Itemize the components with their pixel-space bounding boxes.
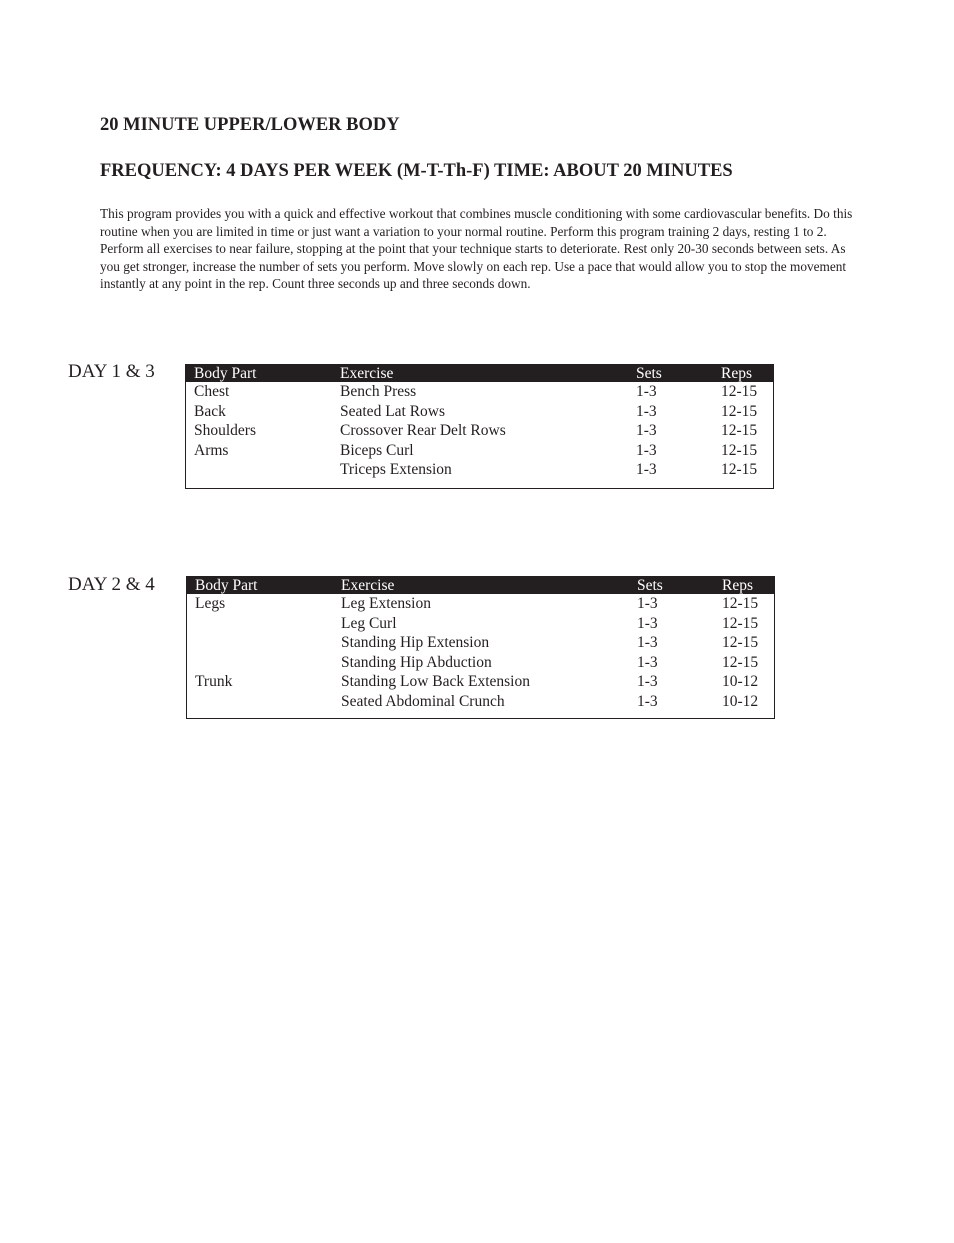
frequency-heading: FREQUENCY: 4 DAYS PER WEEK (M-T-Th-F) TIME: ABOUT 20 MINUTES (100, 161, 733, 181)
reps-cell: 12-15 (722, 614, 759, 632)
table-row (186, 441, 773, 461)
table-row (187, 614, 774, 634)
header-body-part: Body Part (195, 577, 258, 594)
reps-cell: 10-12 (722, 692, 759, 710)
sets-cell: 1-3 (637, 595, 658, 612)
sets-cell: 1-3 (636, 461, 657, 478)
intro-paragraph: This program provides you with a quick and effective workout that combines muscle conditioning with some cardiovascular benefits. Do this routine when you are limited in time or just want a variation to your normal routine. Perform this program training 2 days, resting 1 to 2. Perform all exercises to near failure, stopping at the point that your technique starts to deteriorate. Rest only 20-30 seconds between sets. As you get stronger, increase the number of sets you perform. Move slowly on each rep. Use a pace that would allow you to stop the movement instantly at any point in the rep. Count three seconds up and three seconds down. (100, 206, 853, 291)
reps-cell: 12-15 (721, 383, 758, 400)
table-row (187, 692, 774, 712)
table-row (187, 633, 774, 653)
header-reps: Reps (721, 365, 752, 382)
table-header (187, 577, 774, 594)
body-part-cell: Trunk (195, 673, 233, 690)
sets-cell: 1-3 (637, 614, 658, 632)
reps-cell: 12-15 (721, 441, 758, 459)
sets-cell: 1-3 (637, 653, 658, 671)
sets-cell: 1-3 (637, 673, 658, 690)
body-part-cell: Chest (194, 383, 230, 400)
table-row (186, 382, 773, 402)
reps-cell: 10-12 (722, 673, 759, 690)
header-exercise: Exercise (341, 577, 395, 594)
header-exercise: Exercise (340, 365, 394, 382)
header-sets: Sets (637, 577, 663, 594)
table-row (186, 460, 773, 480)
sets-cell: 1-3 (636, 441, 657, 459)
exercise-cell: Seated Lat Rows (340, 402, 446, 420)
exercise-cell: Seated Abdominal Crunch (341, 692, 505, 710)
sets-cell: 1-3 (636, 402, 657, 420)
sets-cell: 1-3 (637, 692, 658, 710)
table-header (186, 365, 773, 382)
body-part-cell: Legs (195, 595, 226, 612)
day-1-3-table (185, 364, 774, 489)
exercise-cell: Bench Press (340, 383, 417, 400)
reps-cell: 12-15 (722, 595, 759, 612)
exercise-cell: Crossover Rear Delt Rows (340, 422, 506, 439)
reps-cell: 12-15 (722, 634, 759, 651)
table-row (186, 402, 773, 422)
exercise-cell: Standing Low Back Extension (341, 673, 530, 690)
exercise-cell: Standing Hip Abduction (341, 653, 492, 671)
reps-cell: 12-15 (721, 461, 758, 478)
reps-cell: 12-15 (722, 653, 759, 671)
table-row (187, 672, 774, 692)
reps-cell: 12-15 (721, 402, 758, 420)
day-1-3-label: DAY 1 & 3 (68, 361, 155, 382)
table-row (186, 421, 773, 441)
body-part-cell: Back (194, 402, 226, 420)
day-2-4-label: DAY 2 & 4 (68, 574, 155, 595)
body-part-cell: Shoulders (194, 422, 256, 439)
sets-cell: 1-3 (636, 383, 657, 400)
sets-cell: 1-3 (636, 422, 657, 439)
table-row (187, 653, 774, 673)
table-row (187, 594, 774, 614)
body-part-cell: Arms (194, 441, 229, 459)
header-sets: Sets (636, 365, 662, 382)
document-title: 20 MINUTE UPPER/LOWER BODY (100, 115, 400, 135)
header-reps: Reps (722, 577, 753, 594)
reps-cell: 12-15 (721, 422, 758, 439)
exercise-cell: Leg Extension (341, 595, 431, 612)
sets-cell: 1-3 (637, 634, 658, 651)
exercise-cell: Leg Curl (341, 614, 397, 632)
day-2-4-table (186, 576, 775, 719)
exercise-cell: Triceps Extension (340, 461, 452, 478)
exercise-cell: Standing Hip Extension (341, 634, 490, 651)
header-body-part: Body Part (194, 365, 257, 382)
exercise-cell: Biceps Curl (340, 441, 414, 459)
